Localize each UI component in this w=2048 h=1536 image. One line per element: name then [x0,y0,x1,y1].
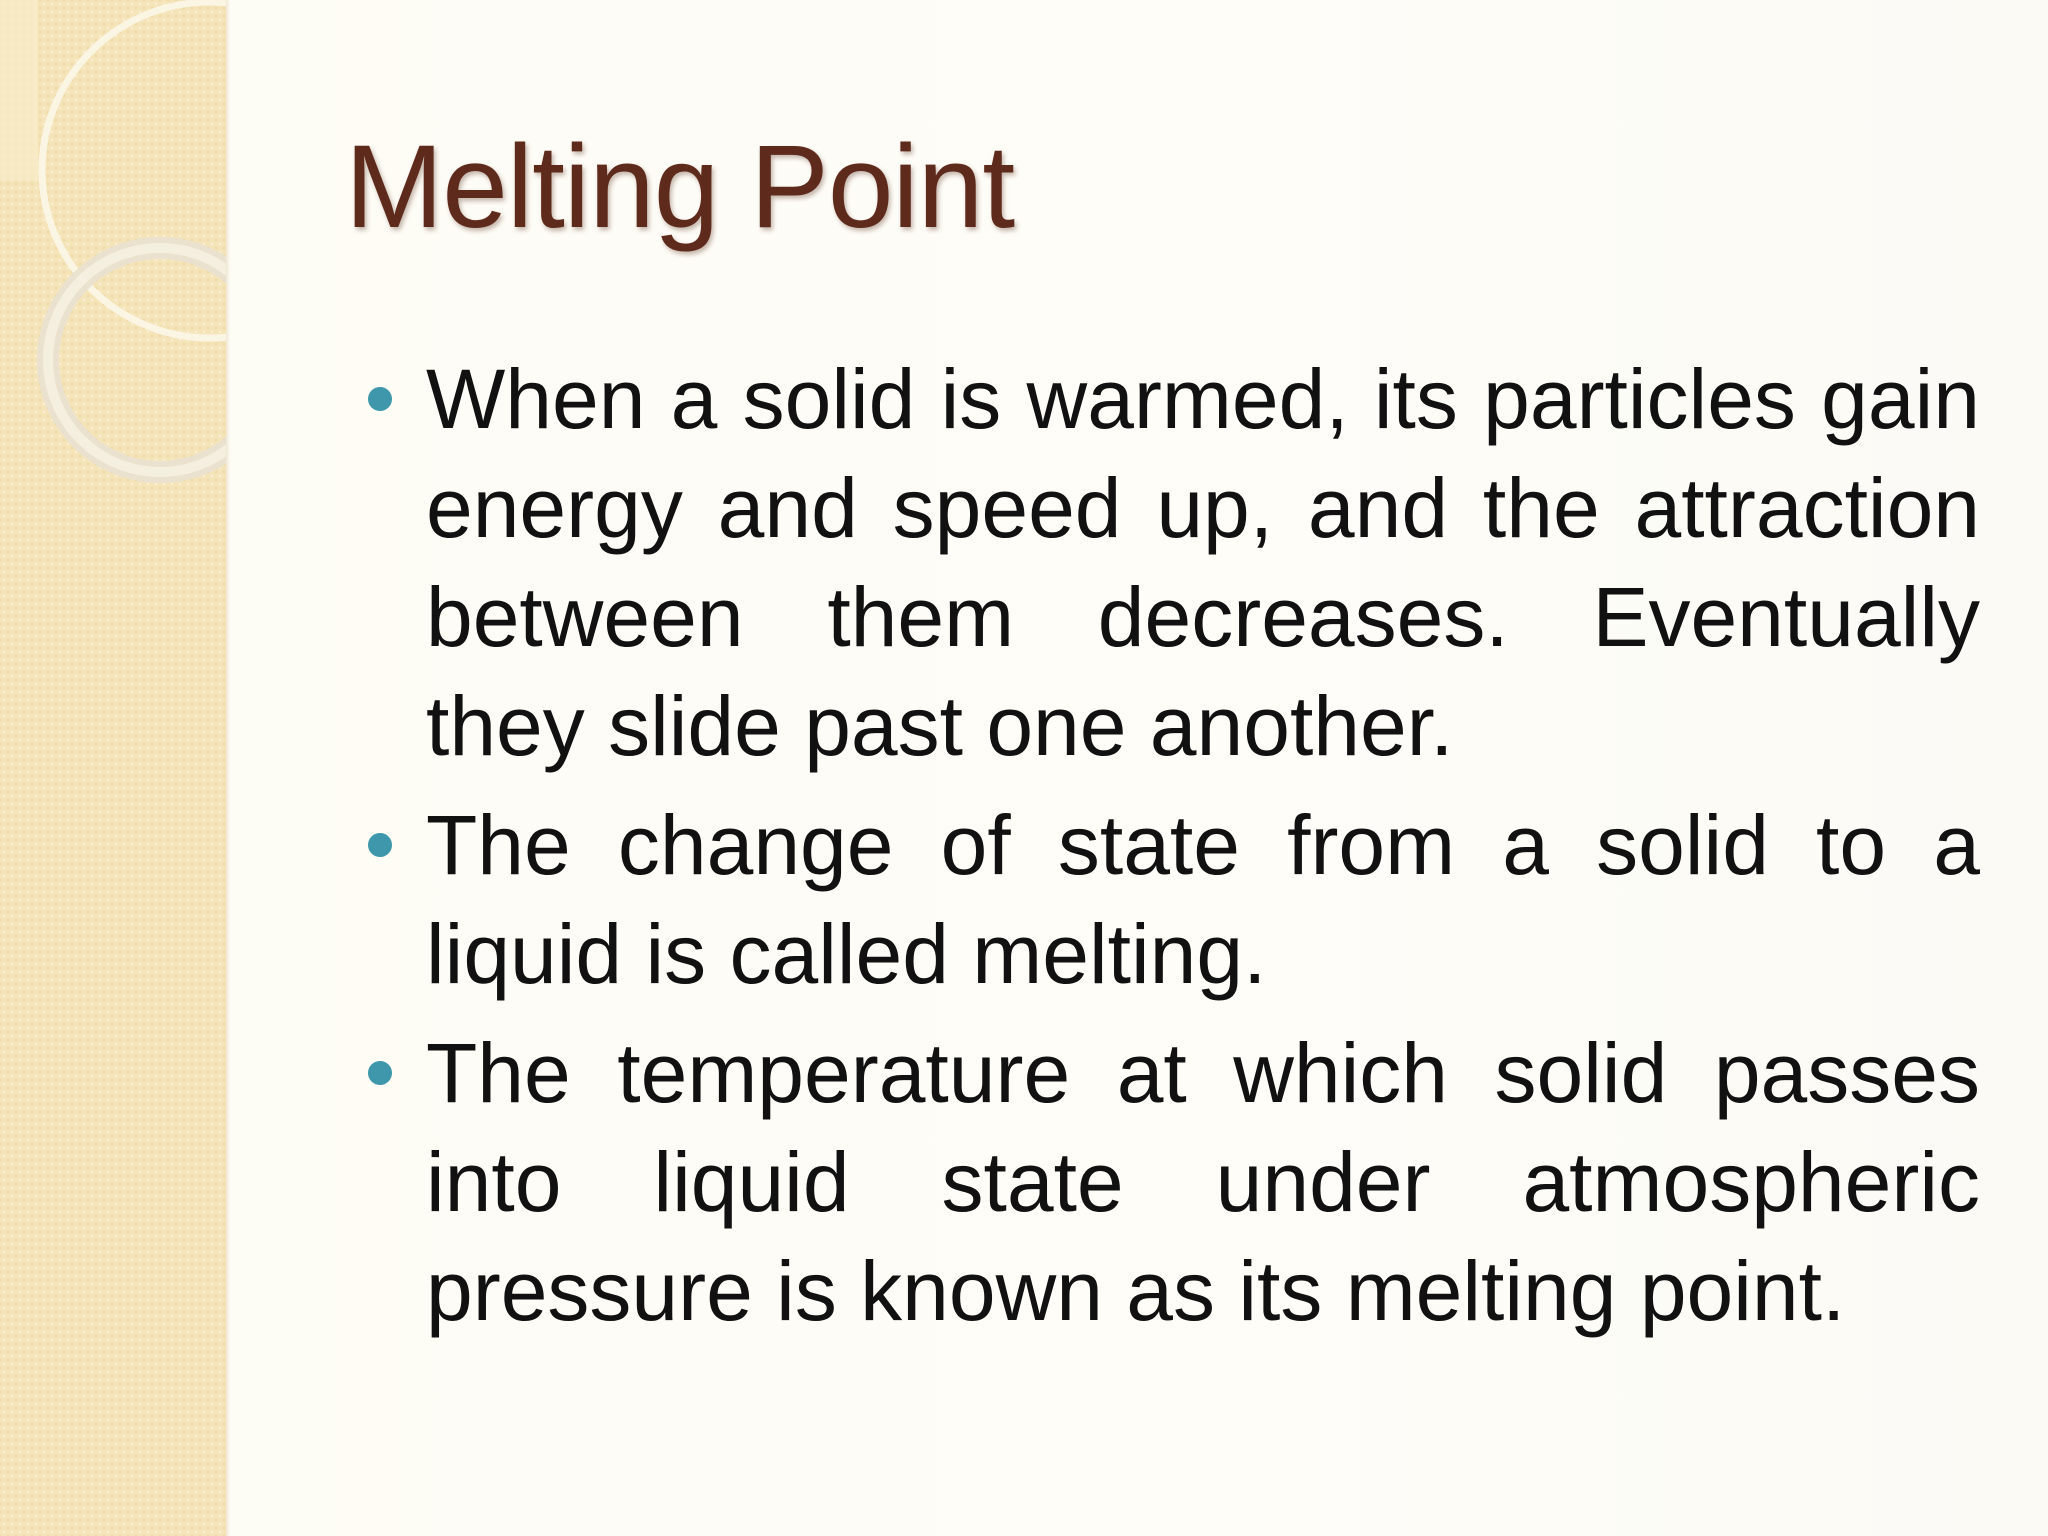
bullet-item [350,1019,1980,1346]
bullet-dot-icon [368,1061,392,1085]
corner-panel [0,0,38,180]
bullet-item [350,345,1980,781]
bullet-dot-icon [368,833,392,857]
bullet-text: The change of state from a solid to a liquid is called melting. [426,798,1980,1001]
bullet-dot-icon [368,387,392,411]
medium-ring-highlight [48,248,240,472]
decorative-rings [0,0,240,520]
bullet-item [350,791,1980,1009]
bullet-text: The temperature at which solid passes into liquid state under atmospheric pressure is known as its melting point. [426,1026,1980,1338]
slide-title: Melting Point [345,121,1015,253]
bullet-text: When a solid is warmed, its particles gain energy and speed up, and the attraction between them decreases. Eventually they slide past one another. [426,352,1980,773]
bullet-list [350,345,1980,1356]
